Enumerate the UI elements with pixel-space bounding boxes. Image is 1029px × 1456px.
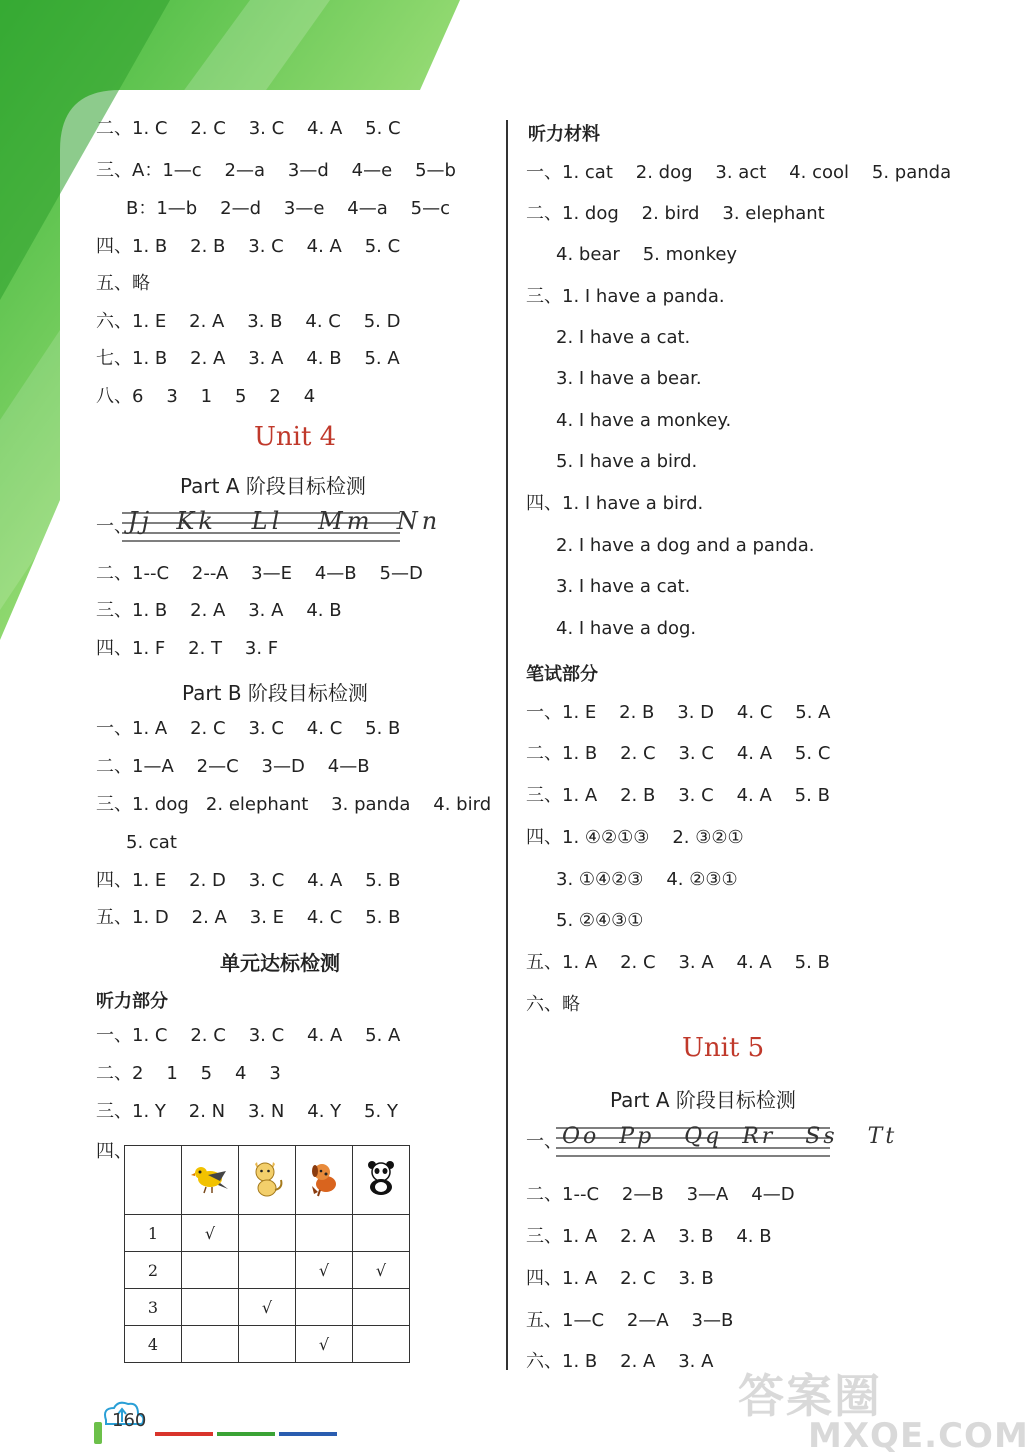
dog-icon (304, 1158, 344, 1198)
unit-5-title: Unit 5 (682, 1033, 765, 1063)
answer-line: 二、1. B 2. C 3. C 4. A 5. C (526, 743, 831, 764)
table-cell: √ (182, 1215, 239, 1252)
answer-line: 3. I have a cat. (556, 576, 691, 597)
column-divider (506, 120, 508, 1370)
watermark-url: MXQE.COM (808, 1416, 1029, 1456)
page-number: 160 (112, 1410, 147, 1431)
answer-line: 三、1. I have a panda. (526, 286, 725, 307)
answer-line: 三、A：1—c 2—a 3—d 4—e 5—b (96, 160, 456, 181)
handwriting-lines (122, 505, 442, 545)
part-a-title: Part A 阶段目标检测 (180, 474, 366, 498)
answer-line: 3. I have a bear. (556, 368, 702, 389)
answer-line: 5. cat (126, 832, 177, 853)
answer-line: 三、1. Y 2. N 3. N 4. Y 5. Y (96, 1101, 398, 1122)
site-watermark (738, 1360, 1029, 1456)
table-cell (182, 1252, 239, 1289)
watermark-logo-text: 答案圈 (738, 1369, 882, 1423)
bird-icon (190, 1161, 230, 1195)
answer-line: 五、1. D 2. A 3. E 4. C 5. B (96, 907, 401, 928)
table-cell: √ (296, 1252, 353, 1289)
table-cell (296, 1289, 353, 1326)
answer-line: 一、 (96, 516, 132, 537)
table-row (125, 1215, 410, 1252)
answer-line: 3. ①④②③ 4. ②③① (556, 869, 738, 890)
cat-icon (247, 1158, 287, 1198)
answer-line: 七、1. B 2. A 3. A 4. B 5. A (96, 348, 400, 369)
table-cell (353, 1326, 410, 1363)
answer-line: 2. I have a dog and a panda. (556, 535, 815, 556)
part-b-title: Part B 阶段目标检测 (182, 681, 368, 705)
table-row-number: 3 (125, 1289, 182, 1326)
table-cell (239, 1215, 296, 1252)
answer-line: 四、 (96, 1141, 132, 1162)
table-row-number: 4 (125, 1326, 182, 1363)
listening-section-head: 听力部分 (96, 991, 168, 1012)
table-row (125, 1289, 410, 1326)
answer-line: 一、1. cat 2. dog 3. act 4. cool 5. panda (526, 162, 952, 183)
answer-line: 二、2 1 5 4 3 (96, 1063, 281, 1084)
answer-line: B：1—b 2—d 3—e 4—a 5—c (126, 198, 451, 219)
answer-line: 三、1. B 2. A 3. A 4. B (96, 600, 342, 621)
answer-line: 5. I have a bird. (556, 451, 698, 472)
handwriting-letters: Jj Kk Ll Mm Nn (128, 507, 442, 535)
table-cell (239, 1252, 296, 1289)
answer-line: 四、1. F 2. T 3. F (96, 638, 279, 659)
written-section-head: 笔试部分 (526, 664, 598, 685)
handwriting-letters: Oo Pp Qq Rr Ss Tt (562, 1124, 898, 1149)
answer-line: 二、1—A 2—C 3—D 4—B (96, 756, 370, 777)
answer-line: 三、1. dog 2. elephant 3. panda 4. bird (96, 794, 492, 815)
table-cell (182, 1326, 239, 1363)
table-row-number: 2 (125, 1252, 182, 1289)
table-cell (296, 1215, 353, 1252)
table-cell (353, 1215, 410, 1252)
table-row (125, 1326, 410, 1363)
answer-line: 六、略 (526, 994, 580, 1015)
table-header-cell (296, 1146, 353, 1215)
unit-test-title: 单元达标检测 (220, 951, 340, 975)
unit-4-title: Unit 4 (254, 422, 337, 452)
panda-icon (361, 1158, 401, 1198)
table-header-cell (353, 1146, 410, 1215)
table-row-number: 1 (125, 1215, 182, 1252)
answer-line: 二、1--C 2—B 3—A 4—D (526, 1184, 795, 1205)
answer-line: 五、略 (96, 273, 150, 294)
answer-line: 二、1--C 2--A 3—E 4—B 5—D (96, 563, 423, 584)
answer-line: 二、1. dog 2. bird 3. elephant (526, 203, 825, 224)
answer-line: 5. ②④③① (556, 910, 644, 931)
table-header-cell (239, 1146, 296, 1215)
answer-line: 四、1. I have a bird. (526, 493, 704, 514)
answer-line: 一、 (526, 1131, 562, 1152)
table-cell (182, 1289, 239, 1326)
table-cell: √ (239, 1289, 296, 1326)
answer-line: 一、1. E 2. B 3. D 4. C 5. A (526, 702, 831, 723)
answer-line: 四、1. ④②①③ 2. ③②① (526, 827, 744, 848)
animal-check-table (124, 1145, 410, 1363)
answer-line: 一、1. A 2. C 3. C 4. C 5. B (96, 718, 401, 739)
answer-line: 4. bear 5. monkey (556, 244, 738, 265)
unit5-part-a-title: Part A 阶段目标检测 (610, 1088, 796, 1112)
answer-line: 二、1. C 2. C 3. C 4. A 5. C (96, 118, 401, 139)
handwriting-lines (556, 1122, 898, 1162)
table-corner-cell (125, 1146, 182, 1215)
answer-line: 三、1. A 2. B 3. C 4. A 5. B (526, 785, 830, 806)
table-header-row (125, 1146, 410, 1215)
answer-line: 四、1. B 2. B 3. C 4. A 5. C (96, 236, 401, 257)
answer-line: 六、1. E 2. A 3. B 4. C 5. D (96, 311, 401, 332)
table-header-cell (182, 1146, 239, 1215)
answer-line: 五、1—C 2—A 3—B (526, 1310, 734, 1331)
table-cell: √ (296, 1326, 353, 1363)
answer-line: 2. I have a cat. (556, 327, 691, 348)
answer-line: 4. I have a dog. (556, 618, 697, 639)
answer-line: 4. I have a monkey. (556, 410, 732, 431)
answer-line: 六、1. B 2. A 3. A (526, 1351, 714, 1372)
answer-line: 五、1. A 2. C 3. A 4. A 5. B (526, 952, 830, 973)
table-cell (239, 1326, 296, 1363)
table-cell: √ (353, 1252, 410, 1289)
answer-line: 四、1. E 2. D 3. C 4. A 5. B (96, 870, 401, 891)
table-cell (353, 1289, 410, 1326)
answer-line: 八、6 3 1 5 2 4 (96, 386, 316, 407)
footer-color-bar (155, 1432, 340, 1438)
table-row (125, 1252, 410, 1289)
answer-line: 三、1. A 2. A 3. B 4. B (526, 1226, 772, 1247)
answer-line: 四、1. A 2. C 3. B (526, 1268, 714, 1289)
listening-material-head: 听力材料 (528, 124, 600, 145)
answer-line: 一、1. C 2. C 3. C 4. A 5. A (96, 1025, 401, 1046)
